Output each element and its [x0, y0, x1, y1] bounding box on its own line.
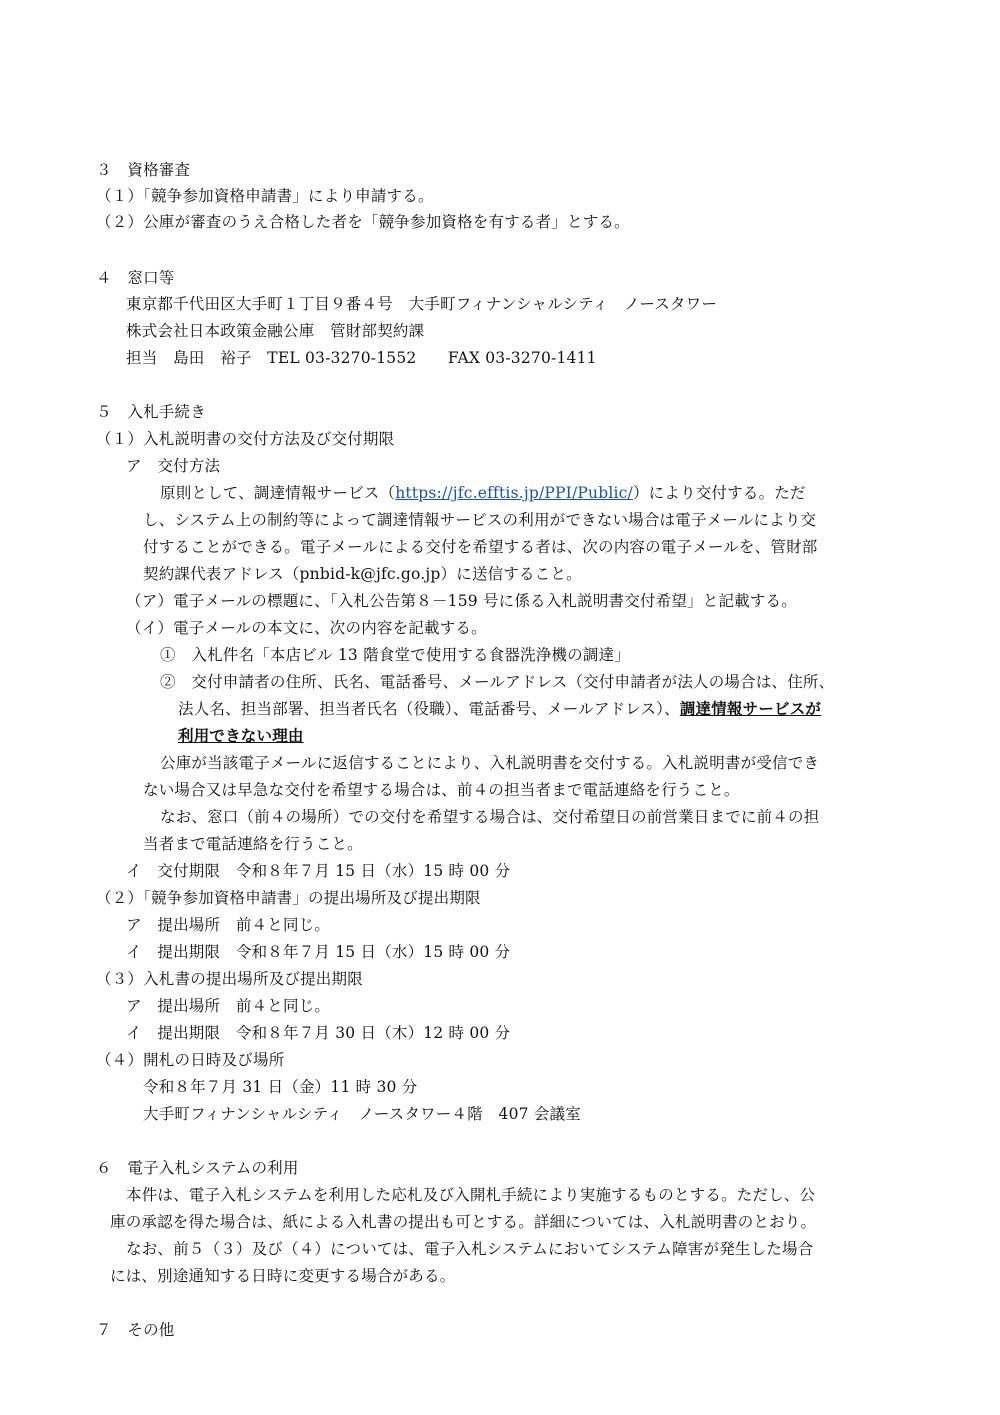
email-body-item-1: ① 入札件名「本店ビル 13 階食堂で使用する食器洗浄機の調達」 — [160, 646, 630, 664]
delivery-method-para-line-4: 契約課代表アドレス（pnbid-k@jfc.go.jp）に送信すること。 — [143, 565, 582, 583]
section-4-title: ４ 窓口等 — [96, 269, 175, 287]
section-7-title: ７ その他 — [96, 1321, 175, 1339]
opening-place: 大手町フィナンシャルシティ ノースタワー４階 407 会議室 — [143, 1105, 581, 1123]
section-5-3-title: （３）入札書の提出場所及び提出期限 — [96, 970, 363, 988]
section-5-2-title: （２）「競争参加資格申請書」の提出場所及び提出期限 — [96, 889, 481, 907]
window-para-line-2: 当者まで電話連絡を行うこと。 — [143, 835, 363, 853]
contact-person: 担当 島田 裕子 TEL 03-3270-1552 FAX 03-3270-1411 — [126, 349, 597, 367]
emphasis-text: 調達情報サービスが — [679, 699, 822, 718]
section-6-title: ６ 電子入札システムの利用 — [96, 1159, 299, 1177]
section-6-line-3: なお、前５（３）及び（４）については、電子入札システムにおいてシステム障害が発生した場合 — [126, 1240, 814, 1258]
para-text: 法人名、担当部署、担当者氏名（役職）、電話番号、メールアドレス）、 — [178, 700, 680, 718]
section-5-title: ５ 入札手続き — [96, 403, 206, 421]
section-5-4-title: （４）開札の日時及び場所 — [96, 1051, 285, 1069]
contact-organization: 株式会社日本政策金融公庫 管財部契約課 — [126, 322, 425, 340]
section-6-line-2: 庫の承認を得た場合は、紙による入札書の提出も可とする。詳細については、入札説明書のとおり。 — [110, 1213, 817, 1231]
email-body-item-2-line-1: ② 交付申請者の住所、氏名、電話番号、メールアドレス（交付申請者が法人の場合は、住所、 — [160, 673, 835, 691]
email-body-item-2-line-2 — [178, 699, 821, 719]
email-subject-item: （ア）電子メールの標題に、「入札公告第８－159 号に係る入札説明書交付希望」と記載する。 — [126, 592, 797, 610]
procurement-service-link[interactable]: https://jfc.efftis.jp/PPI/Public/ — [395, 484, 633, 502]
email-body-item: （イ）電子メールの本文に、次の内容を記載する。 — [126, 619, 487, 637]
reply-para-line-1: 公庫が当該電子メールに返信することにより、入札説明書を交付する。入札説明書が受信でき — [160, 754, 820, 772]
section-6-line-4: には、別途通知する日時に変更する場合がある。 — [110, 1267, 456, 1285]
section-3-item-2: （２）公庫が審査のうえ合格した者を「競争参加資格を有する者」とする。 — [96, 213, 630, 231]
window-para-line-1: なお、窓口（前４の場所）での交付を希望する場合は、交付希望日の前営業日までに前４の担 — [160, 808, 820, 826]
bid-submission-deadline: イ 提出期限 令和８年７月 30 日（木）12 時 00 分 — [126, 1024, 511, 1042]
section-5-1-title: （１）入札説明書の交付方法及び交付期限 — [96, 430, 395, 448]
delivery-method-para-line-2: し、システム上の制約等によって調達情報サービスの利用ができない場合は電子メールにより交 — [143, 511, 817, 529]
delivery-method-heading: ア 交付方法 — [126, 457, 221, 475]
delivery-deadline: イ 交付期限 令和８年７月 15 日（水）15 時 00 分 — [126, 862, 511, 880]
para-text: 原則として、調達情報サービス（ — [160, 484, 396, 502]
opening-datetime: 令和８年７月 31 日（金）11 時 30 分 — [143, 1078, 418, 1096]
delivery-method-para-line-3: 付することができる。電子メールによる交付を希望する者は、次の内容の電子メールを、管財部 — [143, 538, 818, 556]
email-body-item-2-line-3 — [178, 726, 304, 746]
emphasis-text: 利用できない理由 — [178, 726, 304, 745]
section-3-item-1: （１）「競争参加資格申請書」により申請する。 — [96, 187, 434, 205]
section-6-line-1: 本件は、電子入札システムを利用した応札及び入開札手続により実施するものとする。ただし、公 — [126, 1186, 816, 1204]
contact-address: 東京都千代田区大手町１丁目９番４号 大手町フィナンシャルシティ ノースタワー — [126, 295, 718, 313]
application-submission-deadline: イ 提出期限 令和８年７月 15 日（水）15 時 00 分 — [126, 943, 511, 961]
reply-para-line-2: ない場合又は早急な交付を希望する場合は、前４の担当者まで電話連絡を行うこと。 — [143, 781, 740, 799]
application-submission-place: ア 提出場所 前４と同じ。 — [126, 916, 331, 934]
section-3-title: ３ 資格審査 — [96, 161, 191, 179]
bid-submission-place: ア 提出場所 前４と同じ。 — [126, 997, 331, 1015]
delivery-method-para-line-1 — [160, 483, 806, 503]
para-text: ）により交付する。ただ — [632, 484, 806, 502]
